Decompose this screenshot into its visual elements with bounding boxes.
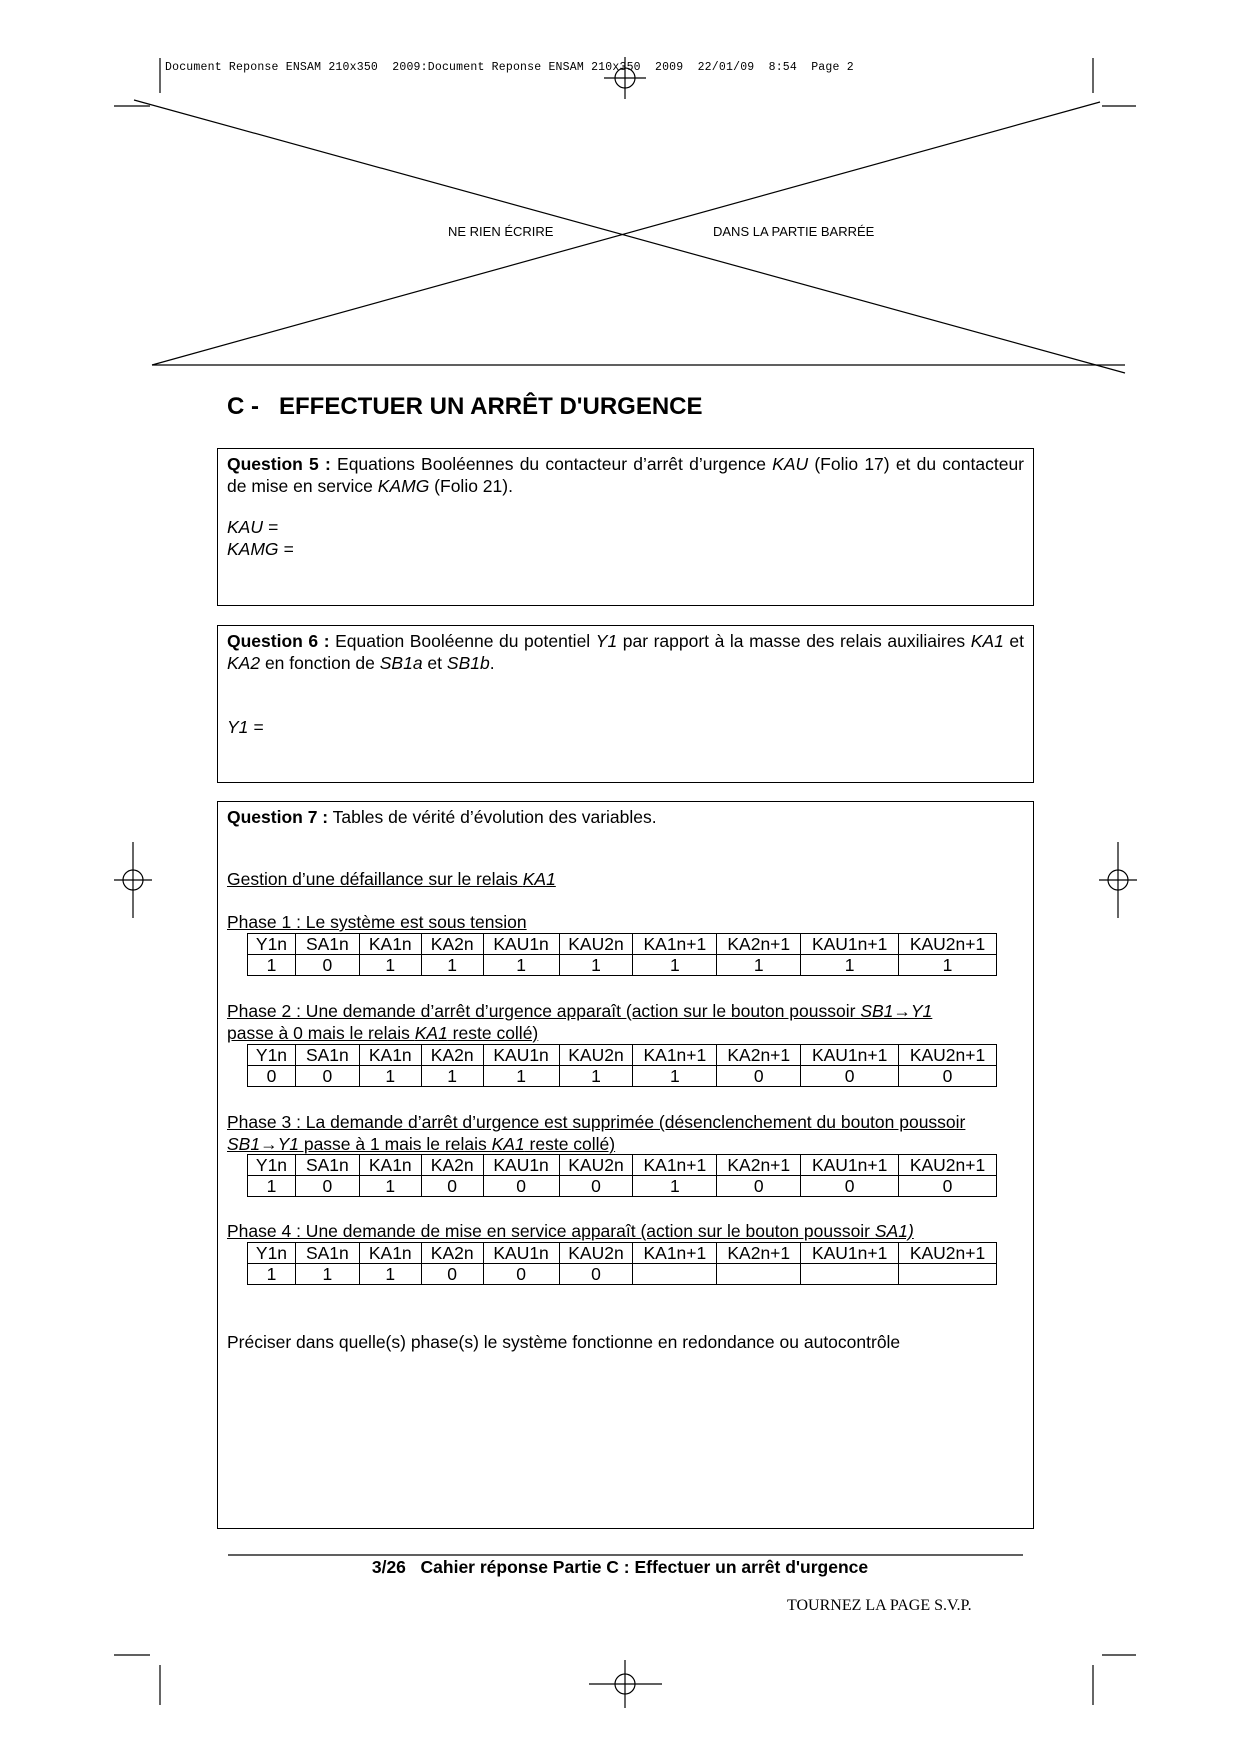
header-cell-ka1nplus1: KA1n+1 — [633, 1045, 717, 1066]
header-cell-ka2n: KA2n — [421, 1243, 483, 1264]
value-cell: 1 — [421, 1066, 483, 1087]
header-cell-ka1n: KA1n — [359, 1155, 421, 1176]
value-cell: 0 — [559, 1264, 633, 1285]
value-cell: 1 — [899, 955, 997, 976]
phase-4-values-row — [248, 1264, 997, 1285]
value-cell: 1 — [248, 955, 296, 976]
header-cell-kau1n: KAU1n — [483, 1243, 559, 1264]
header-cell-ka1nplus1: KA1n+1 — [633, 1155, 717, 1176]
value-cell[interactable] — [717, 1264, 801, 1285]
phase-3-values-row — [248, 1176, 997, 1197]
header-cell-ka2n: KA2n — [421, 1045, 483, 1066]
q5-text-c: (Folio 21). — [429, 476, 513, 496]
header-cell-ka2n: KA2n — [421, 934, 483, 955]
q6-dot: . — [489, 653, 495, 673]
q5-text-a: Equations Booléennes du contacteur d’arrêt d’urgence — [330, 454, 773, 474]
header-cell-kau1nplus1: KAU1n+1 — [801, 1045, 899, 1066]
question-6-box — [217, 625, 1034, 783]
phase-2-text-c: passe à 0 mais le relais — [227, 1023, 415, 1043]
value-cell: 1 — [421, 955, 483, 976]
value-cell: 1 — [633, 1066, 717, 1087]
phase-1-values-row — [248, 955, 997, 976]
header-cell-ka1n: KA1n — [359, 1243, 421, 1264]
value-cell: 1 — [483, 955, 559, 976]
phase-4-text — [227, 1220, 914, 1242]
value-cell: 1 — [248, 1264, 296, 1285]
value-cell: 0 — [295, 1176, 359, 1197]
header-cell-kau1nplus1: KAU1n+1 — [801, 934, 899, 955]
value-cell: 1 — [295, 1264, 359, 1285]
q6-ka2: KA2 — [227, 653, 261, 673]
phase-2-values-row — [248, 1066, 997, 1087]
header-cell-ka2nplus1: KA2n+1 — [717, 1155, 801, 1176]
page-footer — [0, 1557, 1240, 1578]
question-7-text — [227, 806, 657, 828]
header-cell-kau1n: KAU1n — [483, 1155, 559, 1176]
header-cell-kau1n: KAU1n — [483, 1045, 559, 1066]
value-cell: 0 — [801, 1066, 899, 1087]
phase-1-header-row — [248, 934, 997, 955]
value-cell: 1 — [559, 955, 633, 976]
value-cell: 1 — [633, 955, 717, 976]
value-cell: 0 — [483, 1176, 559, 1197]
header-cell-kau2nplus1: KAU2n+1 — [899, 1243, 997, 1264]
phase-4-text-b: SA1) — [874, 1221, 914, 1241]
header-cell-kau1nplus1: KAU1n+1 — [801, 1155, 899, 1176]
phase-3-header-row — [248, 1155, 997, 1176]
header-cell-kau2nplus1: KAU2n+1 — [899, 934, 997, 955]
value-cell: 0 — [801, 1176, 899, 1197]
question-5-box — [217, 448, 1034, 606]
phase-3-text-e: reste collé) — [524, 1134, 616, 1154]
question-5-text — [227, 453, 1024, 497]
q6-text-a: Equation Booléenne du potentiel — [329, 631, 596, 651]
header-cell-ka1n: KA1n — [359, 1045, 421, 1066]
value-cell: 1 — [483, 1066, 559, 1087]
header-cell-ka2nplus1: KA2n+1 — [717, 1045, 801, 1066]
phase-2-table — [247, 1044, 997, 1087]
header-cell-ka1n: KA1n — [359, 934, 421, 955]
header-cell-kau2n: KAU2n — [559, 934, 633, 955]
q7-conclusion-prompt: Préciser dans quelle(s) phase(s) le système fonctionne en redondance ou autocontrôle — [227, 1332, 901, 1352]
value-cell: 0 — [421, 1176, 483, 1197]
phase-1-text: Phase 1 : Le système est sous tension — [227, 912, 527, 932]
header-cell-y1n: Y1n — [248, 1243, 296, 1264]
value-cell: 0 — [899, 1066, 997, 1087]
phase-3-text — [227, 1111, 1024, 1155]
barred-area-left-text: NE RIEN ÉCRIRE — [448, 224, 554, 239]
header-cell-kau2n: KAU2n — [559, 1045, 633, 1066]
q6-sb1b: SB1b — [446, 653, 490, 673]
value-cell: 1 — [801, 955, 899, 976]
q6-and1: et — [1003, 631, 1024, 651]
q6-ka1: KA1 — [970, 631, 1004, 651]
phase-2-text — [227, 1000, 1024, 1044]
q7-subtitle — [227, 868, 556, 890]
question-5-label: Question 5 : — [227, 454, 331, 474]
phase-2-header-row — [248, 1045, 997, 1066]
header-cell-kau1n: KAU1n — [483, 934, 559, 955]
phase-3-text-c: passe à 1 mais le relais — [298, 1134, 492, 1154]
phase-2-text-d: KA1 — [414, 1023, 448, 1043]
phase-4-text-a: Phase 4 : Une demande de mise en service apparaît (action sur le bouton poussoir — [227, 1221, 875, 1241]
header-cell-kau2nplus1: KAU2n+1 — [899, 1045, 997, 1066]
footer-title: Cahier réponse Partie C : Effectuer un arrêt d'urgence — [420, 1557, 869, 1577]
phase-3-text-d: KA1 — [491, 1134, 525, 1154]
header-cell-kau2n: KAU2n — [559, 1243, 633, 1264]
value-cell: 1 — [359, 1066, 421, 1087]
value-cell: 0 — [295, 955, 359, 976]
value-cell: 0 — [248, 1066, 296, 1087]
print-header: Document Reponse ENSAM 210x350 2009:Document Reponse ENSAM 210x350 2009 22/01/09 8:54 Page 2 — [165, 61, 854, 74]
value-cell: 0 — [717, 1066, 801, 1087]
header-cell-kau2n: KAU2n — [559, 1155, 633, 1176]
q7-subtitle-ka1: KA1 — [522, 869, 556, 889]
header-cell-kau1nplus1: KAU1n+1 — [801, 1243, 899, 1264]
kamg-equation-label: KAMG = — [227, 539, 294, 559]
phase-3-text-b: SB1→Y1 — [227, 1134, 299, 1154]
value-cell: 0 — [899, 1176, 997, 1197]
section-title-text: EFFECTUER UN ARRÊT D'URGENCE — [279, 393, 703, 420]
header-cell-y1n: Y1n — [248, 934, 296, 955]
value-cell[interactable] — [801, 1264, 899, 1285]
section-prefix: C - — [227, 393, 259, 420]
footer-page-number: 3/26 — [371, 1557, 406, 1577]
phase-1-table — [247, 933, 997, 976]
value-cell: 1 — [359, 1264, 421, 1285]
value-cell: 0 — [421, 1264, 483, 1285]
phase-4-header-row — [248, 1243, 997, 1264]
value-cell: 1 — [359, 955, 421, 976]
question-6-text — [227, 630, 1024, 674]
value-cell[interactable] — [633, 1264, 717, 1285]
header-cell-y1n: Y1n — [248, 1045, 296, 1066]
section-title — [227, 393, 703, 421]
q7-subtitle-text: Gestion d’une défaillance sur le relais — [227, 869, 523, 889]
q6-y1: Y1 — [595, 631, 618, 651]
value-cell: 1 — [717, 955, 801, 976]
question-6-label: Question 6 : — [227, 631, 330, 651]
value-cell: 1 — [359, 1176, 421, 1197]
header-cell-ka2nplus1: KA2n+1 — [717, 1243, 801, 1264]
phase-2-text-a: Phase 2 : Une demande d’arrêt d’urgence apparaît (action sur le bouton poussoir — [227, 1001, 861, 1021]
header-cell-y1n: Y1n — [248, 1155, 296, 1176]
barred-area-right-text: DANS LA PARTIE BARRÉE — [713, 224, 875, 239]
value-cell: 0 — [295, 1066, 359, 1087]
header-cell-sa1n: SA1n — [295, 1045, 359, 1066]
phase-2-text-b: SB1→Y1 — [860, 1001, 933, 1021]
q5-kamg: KAMG — [377, 476, 430, 496]
value-cell: 1 — [633, 1176, 717, 1197]
q6-text-b: par rapport à la masse des relais auxiliaires — [617, 631, 971, 651]
value-cell: 0 — [483, 1264, 559, 1285]
kau-equation-label: KAU = — [227, 517, 279, 537]
question-7-label: Question 7 : — [227, 807, 329, 827]
q7-text: Tables de vérité d’évolution des variables. — [328, 807, 657, 827]
phase-4-table — [247, 1242, 997, 1285]
header-cell-kau2nplus1: KAU2n+1 — [899, 1155, 997, 1176]
phase-3-table — [247, 1154, 997, 1197]
header-cell-ka2n: KA2n — [421, 1155, 483, 1176]
value-cell: 0 — [717, 1176, 801, 1197]
header-cell-sa1n: SA1n — [295, 1243, 359, 1264]
y1-equation-label: Y1 = — [227, 717, 264, 737]
header-cell-sa1n: SA1n — [295, 1155, 359, 1176]
value-cell: 1 — [559, 1066, 633, 1087]
q5-kau: KAU — [772, 454, 809, 474]
header-cell-ka1nplus1: KA1n+1 — [633, 934, 717, 955]
phase-2-text-e: reste collé) — [447, 1023, 539, 1043]
q6-and2: et — [422, 653, 447, 673]
q5-text-b: (Folio 17) et du contacteur de mise en service — [227, 454, 1025, 496]
q6-text-c: en fonction de — [260, 653, 380, 673]
header-cell-ka2nplus1: KA2n+1 — [717, 934, 801, 955]
q6-sb1a: SB1a — [379, 653, 423, 673]
value-cell[interactable] — [899, 1264, 997, 1285]
value-cell: 0 — [559, 1176, 633, 1197]
value-cell: 1 — [248, 1176, 296, 1197]
header-cell-ka1nplus1: KA1n+1 — [633, 1243, 717, 1264]
phase-3-text-a: Phase 3 : La demande d’arrêt d’urgence est supprimée (désenclenchement du bouton poussoir — [227, 1112, 966, 1132]
question-7-box — [217, 801, 1034, 1529]
header-cell-sa1n: SA1n — [295, 934, 359, 955]
turn-page-note: TOURNEZ LA PAGE S.V.P. — [787, 1597, 972, 1614]
